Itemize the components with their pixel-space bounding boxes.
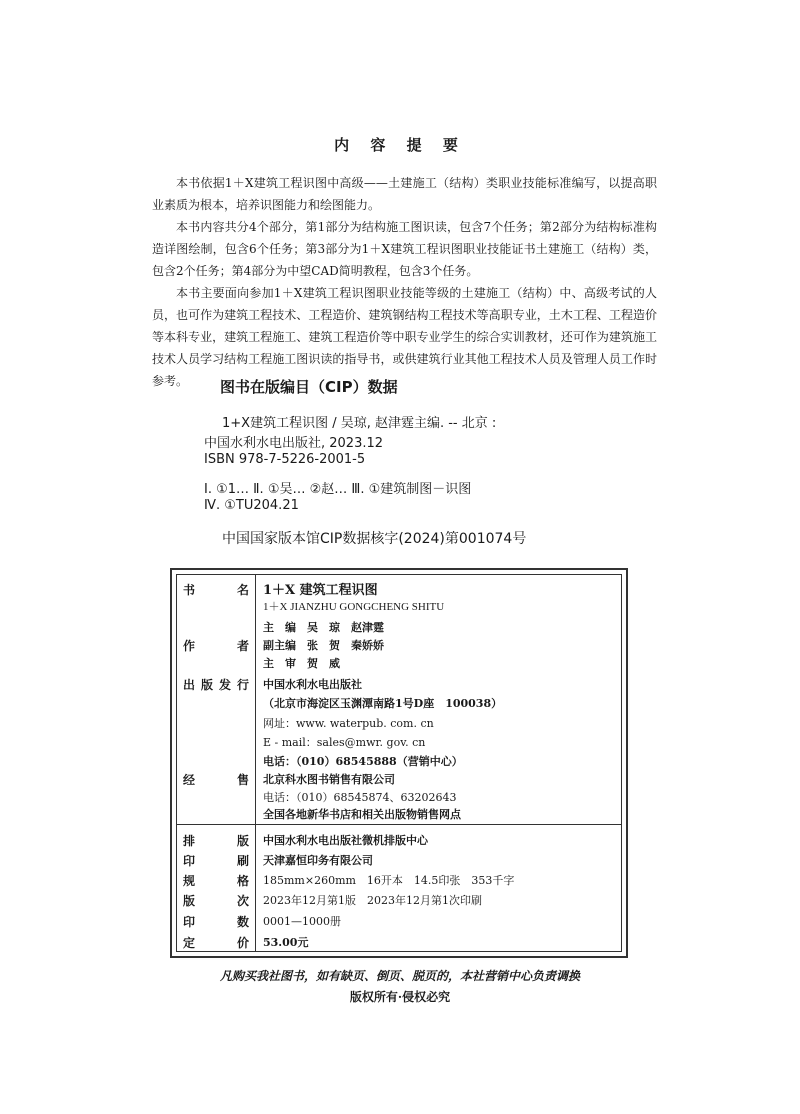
label-char: 版 [200,678,213,692]
label-char: 者 [236,639,249,653]
book-label [183,581,249,598]
publisher-website: 网址：www. waterpub. com. cn [263,717,434,730]
label-char: 名 [236,583,249,597]
chief-editor: 主 编 吴 琼 赵津霆 [263,621,384,634]
cip-line: Ⅳ. ①TU204.21 [204,498,299,513]
label-char: 规 [183,874,196,888]
copyright-notice: 版权所有·侵权必究 [349,990,451,1004]
cip-number: 中国国家版本馆CIP数据核字(2024)第001074号 [222,531,527,547]
copies-value: 0001—1000册 [263,915,341,928]
spec-label [183,872,249,889]
cip-line: 中国水利水电出版社, 2023.12 [204,436,384,451]
summary-paragraph: 本书依据1＋X建筑工程识图中高级——土建施工（结构）类职业技能标准编写，以提高职业素质为根本，培养识图能力和绘图能力。 [152,176,657,212]
label-char: 版 [236,834,249,848]
typeset-label [183,832,249,849]
replacement-notice: 凡购买我社图书，如有缺页、倒页、脱页的，本社营销中心负责调换 [219,969,580,983]
edition-value: 2023年12月第1版 2023年12月第1次印刷 [263,894,482,907]
label-char: 刷 [236,854,249,868]
label-char: 版 [183,894,196,908]
cip-title: 图书在版编目（CIP）数据 [220,378,398,396]
summary-title: 内 容 提 要 [334,136,466,154]
cip-line: 1+X建筑工程识图 / 吴琼, 赵津霆主编. -- 北京 : [222,416,497,431]
cip-isbn: ISBN 978-7-5226-2001-5 [204,452,366,467]
label-char: 价 [236,936,249,950]
label-char: 印 [183,915,196,929]
reviewer: 主 审 贺 威 [263,657,340,670]
publisher-address: （北京市海淀区玉渊潭南路1号D座 100038） [263,697,503,710]
deputy-editor: 副主编 张 贺 秦娇娇 [263,639,384,652]
publisher-phone: 电话：（010）68545888（营销中心） [263,755,463,768]
copies-label [183,913,249,930]
summary-paragraph: 本书主要面向参加1＋X建筑工程识图职业技能等级的土建施工（结构）中、高级考试的人员，也可作为建筑工程技术、工程造价、建筑钢结构工程技术等高职专业，土木工程、工程造价等本科专业，建筑工程施工、建筑工程造价等中职专业学生的综合实训教材，还可作为建筑施工技术人员学习结构工程施工图识读的指导书，或供建筑行业其他工程技术人员及管理人员工作时参考。 [152,286,657,388]
price-label [183,934,249,951]
label-char: 出 [183,678,196,692]
label-char: 作 [183,639,196,653]
label-char: 数 [236,915,249,929]
colophon-inner [176,574,622,952]
summary-text [152,172,657,392]
label-char: 格 [236,874,249,888]
price-value: 53.00元 [263,936,309,949]
label-char: 发 [218,678,231,692]
colophon-box [170,568,628,958]
row-divider [177,824,621,825]
publisher-name: 中国水利水电出版社 [263,678,362,691]
label-char: 售 [236,773,249,787]
label-char: 行 [236,678,249,692]
author-label [183,637,249,654]
publisher-label [183,676,249,693]
label-char: 排 [183,834,196,848]
book-title: 1＋X 建筑工程识图 [263,583,378,598]
typeset-value: 中国水利水电出版社微机排版中心 [263,834,428,847]
label-char: 经 [183,773,196,787]
cip-line: Ⅰ. ①1… Ⅱ. ①吴… ②赵… Ⅲ. ①建筑制图－识图 [204,482,472,497]
spec-value: 185mm×260mm 16开本 14.5印张 353千字 [263,874,515,887]
column-divider [255,575,256,951]
print-label [183,852,249,869]
distributor-label [183,771,249,788]
distributor-name: 北京科水图书销售有限公司 [263,773,395,786]
book-pinyin: 1＋X JIANZHU GONGCHENG SHITU [263,601,445,613]
summary-paragraph: 本书内容共分4个部分，第1部分为结构施工图识读，包含7个任务；第2部分为结构标准构造详图绘制，包含6个任务；第3部分为1＋X建筑工程识图职业技能证书土建施工（结构）类，包含2个任务；第4部分为中望CAD简明教程，包含3个任务。 [152,220,657,278]
edition-label [183,892,249,909]
publisher-email: E - mail：sales@mwr. gov. cn [263,736,426,749]
printer-value: 天津嘉恒印务有限公司 [263,854,373,867]
label-char: 次 [236,894,249,908]
distributor-outlets: 全国各地新华书店和相关出版物销售网点 [263,808,461,821]
label-char: 印 [183,854,196,868]
label-char: 定 [183,936,196,950]
label-char: 书 [183,583,196,597]
distributor-phone: 电话：（010）68545874、63202643 [263,791,457,804]
